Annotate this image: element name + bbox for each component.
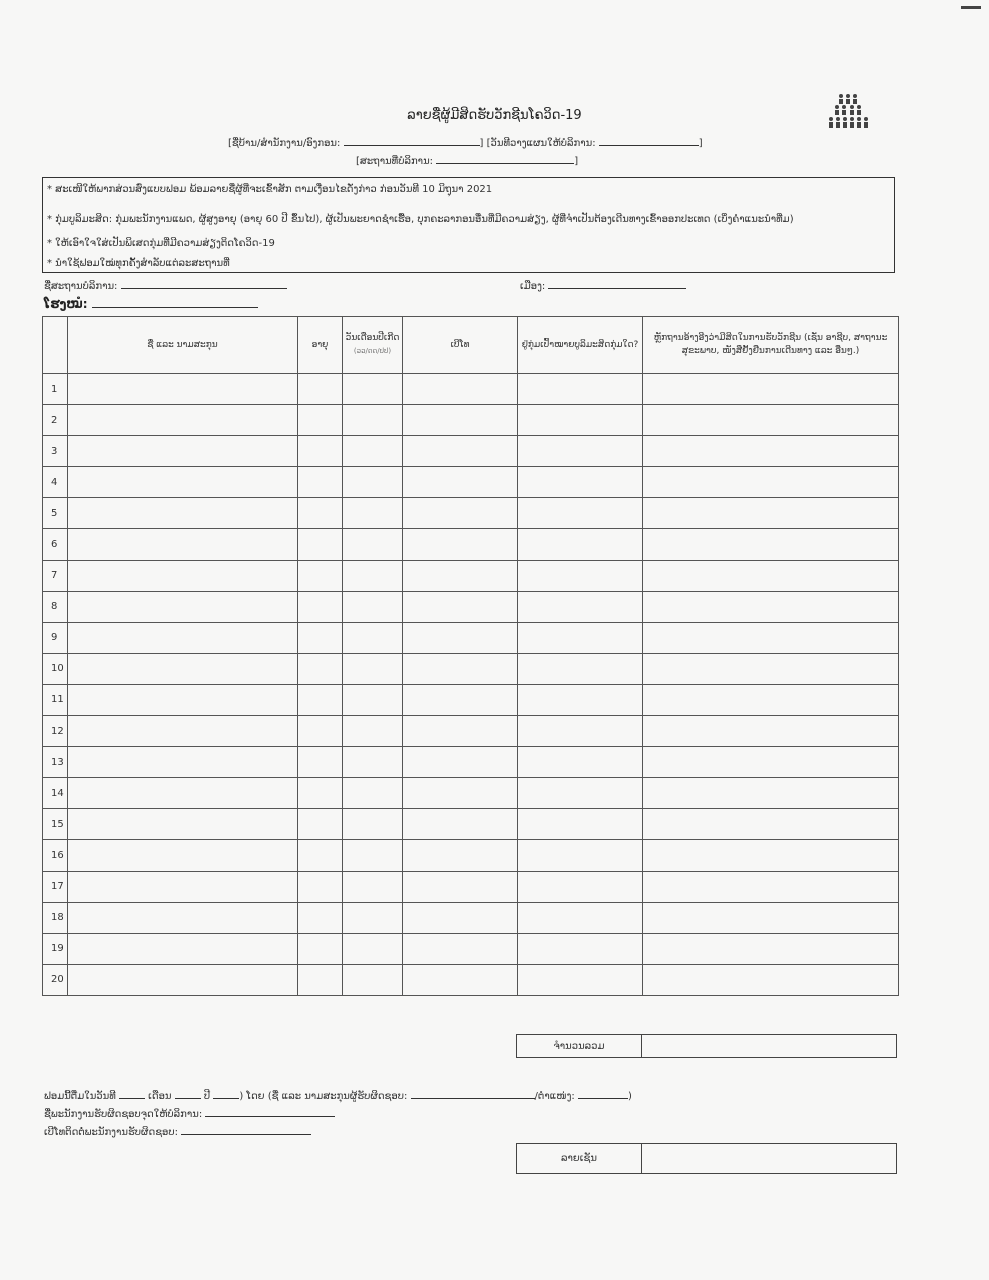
phone-cell[interactable] xyxy=(403,498,518,529)
phone-cell[interactable] xyxy=(403,653,518,684)
note-item: * ໃຫ້ເອົາໃຈໃສ່ເປັນພິເສດກຸ່ມທີ່ມີຄວາມສ່ຽງຕິດໂຄວິດ-19 xyxy=(47,238,275,249)
row-number: 9 xyxy=(43,622,68,653)
row-number: 2 xyxy=(43,405,68,436)
evidence-cell[interactable] xyxy=(643,467,899,498)
header-priority-group: ຢູ່ກຸ່ມເປົ້າໝາຍບູລິມະສິດກຸ່ມໃດ? xyxy=(518,317,643,374)
table-row xyxy=(43,684,899,715)
row-number: 10 xyxy=(43,653,68,684)
evidence-cell[interactable] xyxy=(643,902,899,933)
year-field[interactable] xyxy=(213,1089,239,1099)
evidence-cell[interactable] xyxy=(643,653,899,684)
priority-cell[interactable] xyxy=(518,622,643,653)
priority-cell[interactable] xyxy=(518,778,643,809)
priority-cell[interactable] xyxy=(518,684,643,715)
evidence-cell[interactable] xyxy=(643,591,899,622)
evidence-cell[interactable] xyxy=(643,778,899,809)
district-line xyxy=(520,279,686,292)
dob-cell[interactable] xyxy=(343,902,403,933)
staff-phone-label: ເບີໂທຕິດຕໍ່ພະນັກງານຮັບຜິດຊອບ: xyxy=(44,1127,178,1138)
table-row xyxy=(43,405,899,436)
header-line-1 xyxy=(228,136,703,149)
age-cell[interactable] xyxy=(298,653,343,684)
dob-cell[interactable] xyxy=(343,653,403,684)
priority-cell[interactable] xyxy=(518,747,643,778)
row-number: 5 xyxy=(43,498,68,529)
row-number: 17 xyxy=(43,871,68,902)
paren-close: ) xyxy=(627,1091,632,1102)
row-number: 14 xyxy=(43,778,68,809)
note-item: * ນໍາໃຊ້ຟອມໃໝ່ທຸກຄັ້ງສໍາລັບແຕ່ລະສະຖານທີ່ xyxy=(47,258,230,269)
dob-cell[interactable] xyxy=(343,747,403,778)
priority-cell[interactable] xyxy=(518,716,643,747)
table-row xyxy=(43,964,899,995)
name-cell[interactable] xyxy=(68,622,298,653)
age-cell[interactable] xyxy=(298,498,343,529)
evidence-cell[interactable] xyxy=(643,436,899,467)
age-cell[interactable] xyxy=(298,622,343,653)
evidence-cell[interactable] xyxy=(643,529,899,560)
dob-cell[interactable] xyxy=(343,778,403,809)
facility-label: ຊື່ສະຖານບໍລິການ: xyxy=(44,281,118,292)
dob-cell[interactable] xyxy=(343,871,403,902)
dob-label: ວັນເດືອນປີເກີດ xyxy=(345,333,400,343)
staff-phone-field[interactable] xyxy=(181,1125,311,1135)
name-cell[interactable] xyxy=(68,436,298,467)
evidence-cell[interactable] xyxy=(643,622,899,653)
table-row xyxy=(43,747,899,778)
name-cell[interactable] xyxy=(68,747,298,778)
name-cell[interactable] xyxy=(68,809,298,840)
priority-cell[interactable] xyxy=(518,529,643,560)
priority-cell[interactable] xyxy=(518,902,643,933)
dob-cell[interactable] xyxy=(343,716,403,747)
name-cell[interactable] xyxy=(68,964,298,995)
evidence-cell[interactable] xyxy=(643,809,899,840)
table-row xyxy=(43,498,899,529)
signature-box xyxy=(516,1143,897,1174)
priority-cell[interactable] xyxy=(518,436,643,467)
phone-cell[interactable] xyxy=(403,747,518,778)
village-org-field[interactable] xyxy=(344,136,480,146)
name-cell[interactable] xyxy=(68,840,298,871)
evidence-cell[interactable] xyxy=(643,498,899,529)
scan-edge-mark xyxy=(961,6,981,9)
table-row xyxy=(43,467,899,498)
service-date-field[interactable] xyxy=(599,136,699,146)
hospital-label: ໂຮງໝໍ: xyxy=(44,297,88,311)
age-cell[interactable] xyxy=(298,778,343,809)
name-cell[interactable] xyxy=(68,933,298,964)
dob-cell[interactable] xyxy=(343,529,403,560)
name-cell[interactable] xyxy=(68,529,298,560)
evidence-cell[interactable] xyxy=(643,374,899,405)
phone-cell[interactable] xyxy=(403,871,518,902)
evidence-cell[interactable] xyxy=(643,405,899,436)
age-cell[interactable] xyxy=(298,964,343,995)
service-date-label: ] [ວັນທີວາງແຜນໃຫ້ບໍລິການ: xyxy=(479,138,596,149)
notes-box xyxy=(42,177,895,273)
table-header-row xyxy=(43,317,899,374)
evidence-cell[interactable] xyxy=(643,871,899,902)
dob-cell[interactable] xyxy=(343,498,403,529)
priority-cell[interactable] xyxy=(518,809,643,840)
total-field[interactable] xyxy=(642,1035,896,1057)
evidence-cell[interactable] xyxy=(643,747,899,778)
dob-cell[interactable] xyxy=(343,964,403,995)
name-cell[interactable] xyxy=(68,498,298,529)
footer-line-2 xyxy=(44,1107,335,1120)
age-cell[interactable] xyxy=(298,871,343,902)
bracket-close: ] xyxy=(574,156,579,167)
age-cell[interactable] xyxy=(298,840,343,871)
age-cell[interactable] xyxy=(298,716,343,747)
row-number: 12 xyxy=(43,716,68,747)
filled-date-label: ຟອມນີ້ຕື່ມໃນວັນທີ xyxy=(44,1091,116,1102)
dob-hint: (ວວ/ດດ/ປປ) xyxy=(353,347,392,355)
phone-cell[interactable] xyxy=(403,622,518,653)
table-row xyxy=(43,436,899,467)
name-cell[interactable] xyxy=(68,871,298,902)
priority-cell[interactable] xyxy=(518,560,643,591)
table-row xyxy=(43,778,899,809)
header-name: ຊື່ ແລະ ນາມສະກຸນ xyxy=(68,317,298,374)
name-cell[interactable] xyxy=(68,405,298,436)
facility-line xyxy=(44,279,287,292)
district-field[interactable] xyxy=(548,279,686,289)
priority-cell[interactable] xyxy=(518,933,643,964)
district-label: ເມືອງ: xyxy=(520,281,546,292)
row-number: 3 xyxy=(43,436,68,467)
row-number: 16 xyxy=(43,840,68,871)
total-box xyxy=(516,1034,897,1058)
recipient-table xyxy=(42,316,899,996)
priority-cell[interactable] xyxy=(518,591,643,622)
age-cell[interactable] xyxy=(298,933,343,964)
signature-label: ລາຍເຊັນ xyxy=(517,1144,642,1173)
dob-cell[interactable] xyxy=(343,809,403,840)
table-row xyxy=(43,809,899,840)
dob-cell[interactable] xyxy=(343,933,403,964)
header-age: ອາຍຸ xyxy=(298,317,343,374)
hospital-field[interactable] xyxy=(92,298,258,308)
phone-cell[interactable] xyxy=(403,716,518,747)
phone-cell[interactable] xyxy=(403,591,518,622)
name-cell[interactable] xyxy=(68,684,298,715)
signature-field[interactable] xyxy=(642,1144,896,1173)
dob-cell[interactable] xyxy=(343,374,403,405)
name-cell[interactable] xyxy=(68,716,298,747)
people-group-icon xyxy=(826,92,870,132)
age-cell[interactable] xyxy=(298,684,343,715)
month-field[interactable] xyxy=(175,1089,201,1099)
table-row xyxy=(43,529,899,560)
age-cell[interactable] xyxy=(298,591,343,622)
responsible-name-field[interactable] xyxy=(411,1089,535,1099)
phone-cell[interactable] xyxy=(403,436,518,467)
priority-cell[interactable] xyxy=(518,498,643,529)
phone-cell[interactable] xyxy=(403,933,518,964)
position-field[interactable] xyxy=(578,1089,628,1099)
table-row xyxy=(43,840,899,871)
priority-cell[interactable] xyxy=(518,374,643,405)
footer-line-3 xyxy=(44,1125,311,1138)
evidence-cell[interactable] xyxy=(643,964,899,995)
phone-cell[interactable] xyxy=(403,560,518,591)
priority-cell[interactable] xyxy=(518,467,643,498)
row-number: 8 xyxy=(43,591,68,622)
dob-cell[interactable] xyxy=(343,684,403,715)
row-number: 15 xyxy=(43,809,68,840)
table-row xyxy=(43,933,899,964)
phone-cell[interactable] xyxy=(403,405,518,436)
age-cell[interactable] xyxy=(298,529,343,560)
service-location-label: [ສະຖານທີ່ບໍລິການ: xyxy=(356,156,434,167)
staff-name-label: ຊື່ພະນັກງານຮັບຜິດຊອບຈຸດໃຫ້ບໍລິການ: xyxy=(44,1109,203,1120)
row-number: 13 xyxy=(43,747,68,778)
table-row xyxy=(43,902,899,933)
header-dob xyxy=(343,317,403,374)
priority-cell[interactable] xyxy=(518,653,643,684)
dob-cell[interactable] xyxy=(343,622,403,653)
evidence-cell[interactable] xyxy=(643,716,899,747)
age-cell[interactable] xyxy=(298,747,343,778)
hospital-line xyxy=(44,297,258,311)
note-item: * ກຸ່ມບູລິມະສິດ: ກຸ່ມພະນັກງານແພດ, ຜູ້ສູງອາຍຸ (ອາຍຸ 60 ປີ ຂຶ້ນໄປ), ຜູ້ເປັນພະຍາດຊໍາເຮື້ອ, ບຸກຄະລາກອນອື່ນທີ່ມີຄວາມສ່ຽງ, ຜູ້ທີ່ຈໍາເປັນຕ້ອງເດີນທາງເຂົ້າອອກປະເທດ (ເບິ່ງຄໍາແນະນໍາທີ່ມ) xyxy=(47,214,794,225)
priority-cell[interactable] xyxy=(518,405,643,436)
evidence-cell[interactable] xyxy=(643,840,899,871)
table-row xyxy=(43,622,899,653)
header-evidence: ຫຼັກຖານອ້າງອີງວ່າມີສິດໃນການຮັບວັກຊີນ (ເຊັ່ນ ອາຊີບ, ສາຖານະສຸຂະພາບ, ໜັງສືຢັ້ງຢືນການເດີນທາງ ແລະ ອື່ນໆ.) xyxy=(643,317,899,374)
phone-cell[interactable] xyxy=(403,964,518,995)
row-number: 11 xyxy=(43,684,68,715)
day-field[interactable] xyxy=(119,1089,145,1099)
name-cell[interactable] xyxy=(68,374,298,405)
age-cell[interactable] xyxy=(298,902,343,933)
row-number: 19 xyxy=(43,933,68,964)
age-cell[interactable] xyxy=(298,467,343,498)
position-label: /ຕໍາແໜ່ງ: xyxy=(534,1091,575,1102)
dob-cell[interactable] xyxy=(343,840,403,871)
dob-cell[interactable] xyxy=(343,591,403,622)
table-row xyxy=(43,374,899,405)
header-number xyxy=(43,317,68,374)
staff-name-field[interactable] xyxy=(205,1107,335,1117)
row-number: 6 xyxy=(43,529,68,560)
priority-cell[interactable] xyxy=(518,871,643,902)
age-cell[interactable] xyxy=(298,809,343,840)
age-cell[interactable] xyxy=(298,374,343,405)
total-label: ຈໍານວນລວມ xyxy=(517,1035,642,1057)
responsible-name-label: ) ໂດຍ (ຊື່ ແລະ ນາມສະກຸນຜູ້ຮັບຜິດຊອບ: xyxy=(239,1091,408,1102)
table-row xyxy=(43,653,899,684)
table-row xyxy=(43,591,899,622)
evidence-cell[interactable] xyxy=(643,684,899,715)
row-number: 20 xyxy=(43,964,68,995)
row-number: 18 xyxy=(43,902,68,933)
phone-cell[interactable] xyxy=(403,529,518,560)
footer-line-1 xyxy=(44,1089,632,1102)
dob-cell[interactable] xyxy=(343,560,403,591)
facility-field[interactable] xyxy=(121,279,287,289)
evidence-cell[interactable] xyxy=(643,933,899,964)
name-cell[interactable] xyxy=(68,467,298,498)
row-number: 1 xyxy=(43,374,68,405)
dob-cell[interactable] xyxy=(343,436,403,467)
year-label: ປີ xyxy=(203,1091,211,1102)
phone-cell[interactable] xyxy=(403,374,518,405)
phone-cell[interactable] xyxy=(403,902,518,933)
service-location-field[interactable] xyxy=(436,154,574,164)
phone-cell[interactable] xyxy=(403,809,518,840)
name-cell[interactable] xyxy=(68,653,298,684)
dob-cell[interactable] xyxy=(343,467,403,498)
row-number: 7 xyxy=(43,560,68,591)
name-cell[interactable] xyxy=(68,902,298,933)
age-cell[interactable] xyxy=(298,560,343,591)
dob-cell[interactable] xyxy=(343,405,403,436)
priority-cell[interactable] xyxy=(518,840,643,871)
priority-cell[interactable] xyxy=(518,964,643,995)
header-line-2 xyxy=(356,154,578,167)
table-row xyxy=(43,560,899,591)
month-label: ເດືອນ xyxy=(148,1091,172,1102)
phone-cell[interactable] xyxy=(403,840,518,871)
form-title: ລາຍຊື່ຜູ້ມີສິດຮັບວັກຊີນໂຄວິດ-19 xyxy=(407,108,582,123)
table-row xyxy=(43,716,899,747)
name-cell[interactable] xyxy=(68,560,298,591)
bracket-close: ] xyxy=(698,138,703,149)
evidence-cell[interactable] xyxy=(643,560,899,591)
note-item: * ສະເໜີໃຫ້ພາກສ່ວນສົ່ງແບບຟອມ ພ້ອມລາຍຊື່ຜູ້ທີ່ຈະເຂົ້າສັກ ຕາມເງື່ອນໄຂດັ່ງກ່າວ ກ່ອນວັນທີ 10 ມິຖຸນາ 2021 xyxy=(47,184,493,195)
age-cell[interactable] xyxy=(298,436,343,467)
village-org-label: [ຊື່ບ້ານ/ສໍານັກງານ/ອົງກອນ: xyxy=(228,138,341,149)
name-cell[interactable] xyxy=(68,778,298,809)
name-cell[interactable] xyxy=(68,591,298,622)
phone-cell[interactable] xyxy=(403,467,518,498)
phone-cell[interactable] xyxy=(403,684,518,715)
phone-cell[interactable] xyxy=(403,778,518,809)
table-row xyxy=(43,871,899,902)
age-cell[interactable] xyxy=(298,405,343,436)
header-phone: ເບີໂທ xyxy=(403,317,518,374)
row-number: 4 xyxy=(43,467,68,498)
